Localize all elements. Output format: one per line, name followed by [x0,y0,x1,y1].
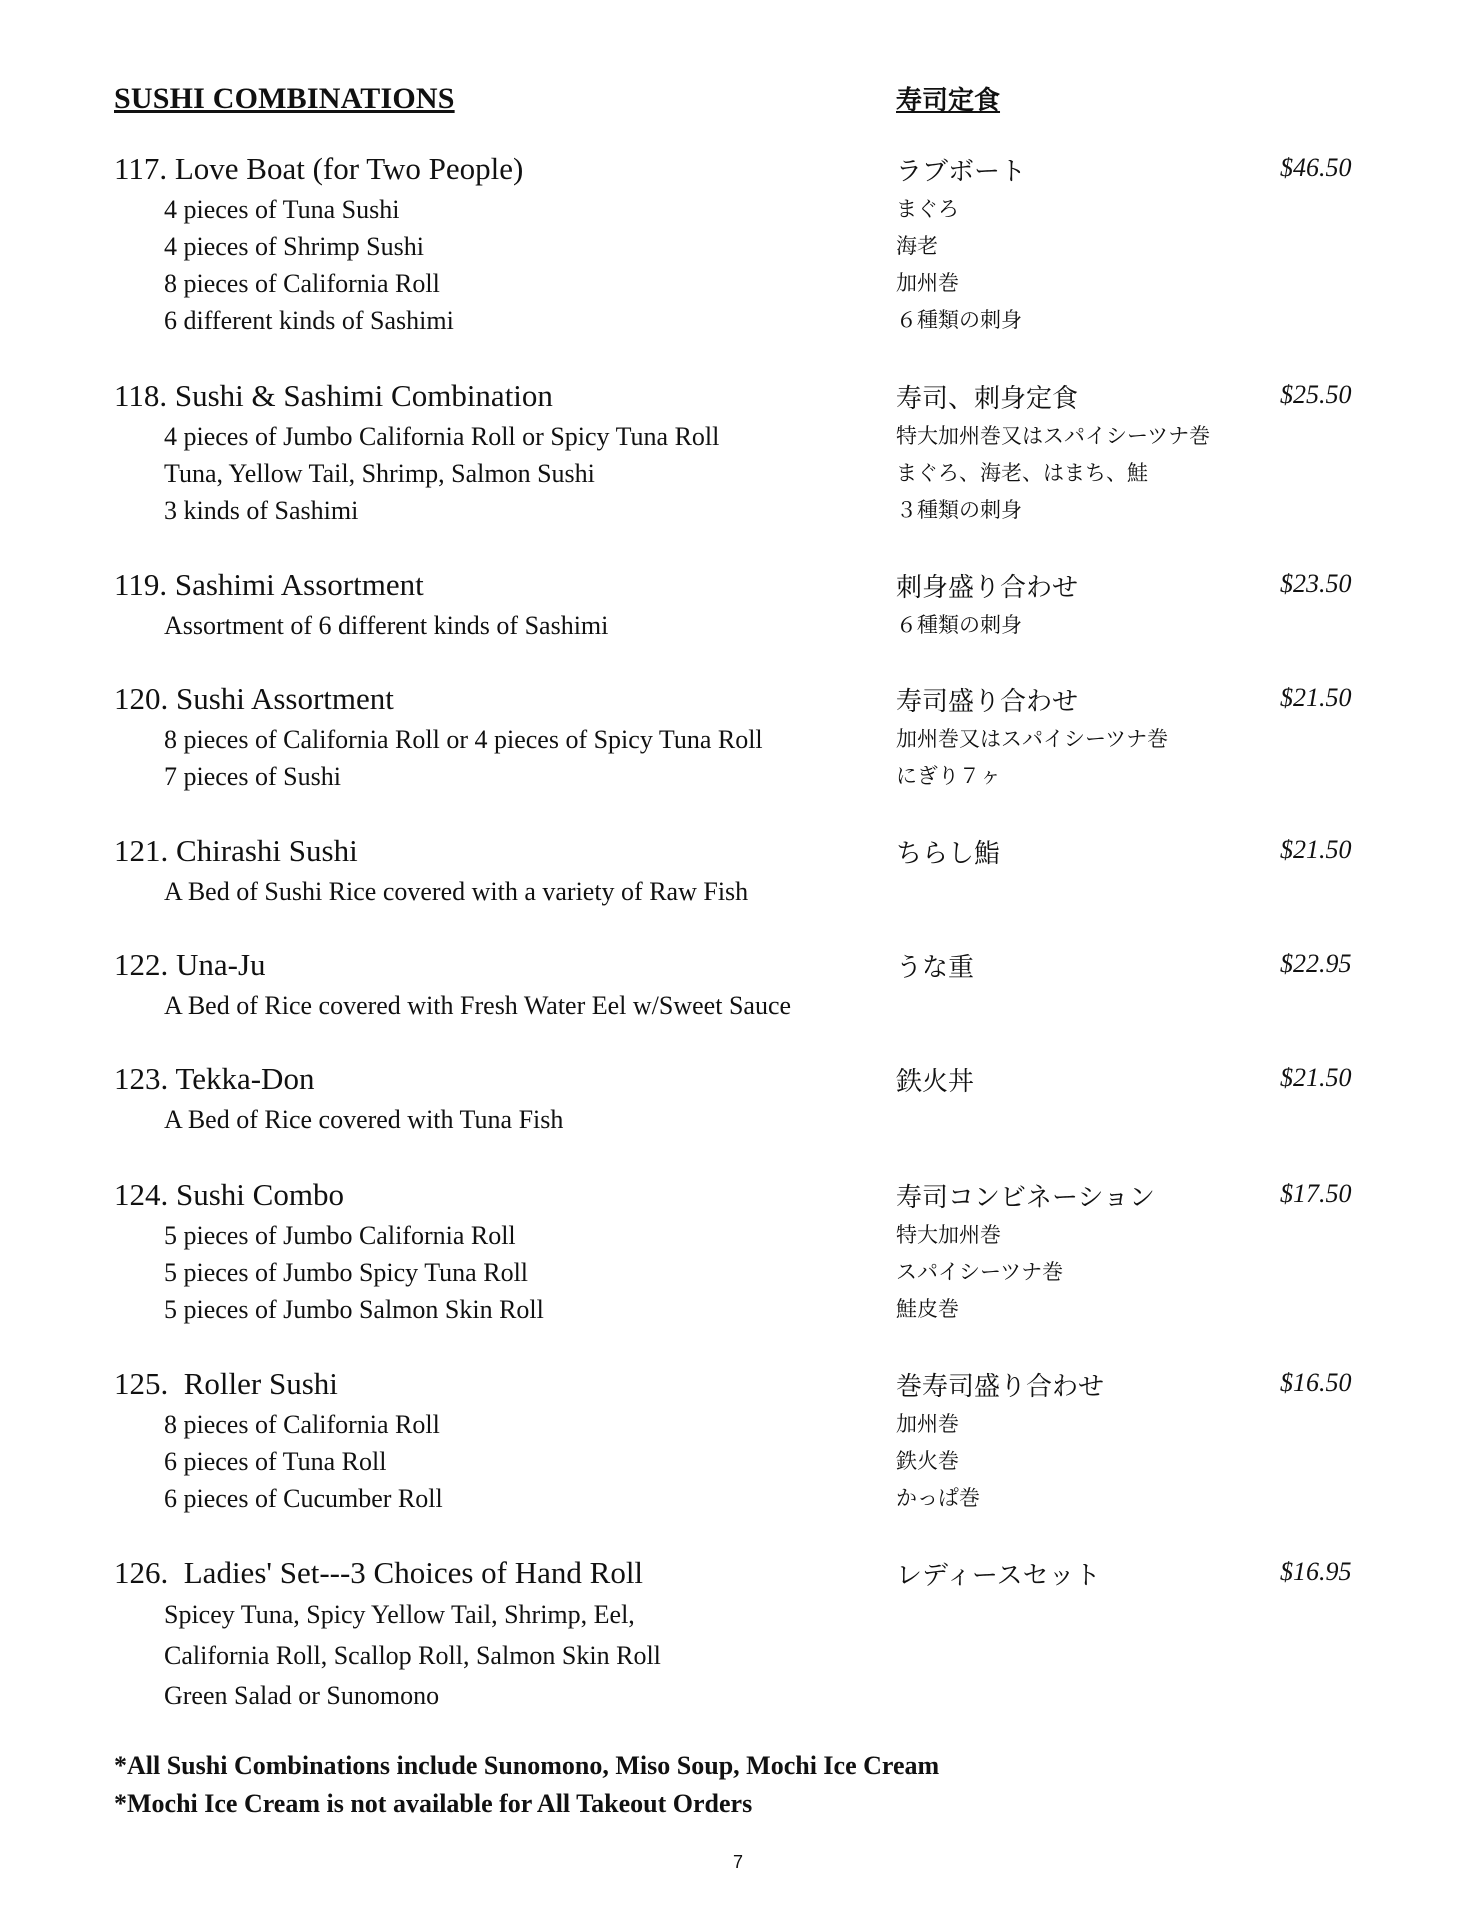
menu-item-japanese-detail: 特大加州巻又はスパイシーツナ巻 [896,424,1211,448]
menu-item-detail: Assortment of 6 different kinds of Sashimi [164,611,609,640]
menu-item-detail: 7 pieces of Sushi [164,762,341,791]
menu-item-japanese-detail: まぐろ、海老、はまち、鮭 [896,461,1148,485]
menu-item-title: 126. Ladies' Set---3 Choices of Hand Roll [114,1555,644,1590]
menu-item-title: 125. Roller Sushi [114,1366,338,1401]
menu-item-title: 120. Sushi Assortment [114,681,394,716]
menu-item-japanese-name: 刺身盛り合わせ [896,573,1079,603]
menu-item-japanese-detail: ３種類の刺身 [896,498,1022,522]
menu-item-detail: 4 pieces of Tuna Sushi [164,195,400,224]
menu-item-detail: 5 pieces of Jumbo Spicy Tuna Roll [164,1258,529,1287]
menu-item-japanese-detail: まぐろ [896,197,959,221]
menu-item-title: 123. Tekka-Don [114,1061,315,1096]
menu-item-price: $21.50 [1280,835,1352,864]
menu-item-details [164,1406,443,1517]
menu-item-japanese-details [896,721,1168,795]
menu-item-details [164,1217,544,1328]
menu-item-title: 124. Sushi Combo [114,1177,344,1212]
page-number: 7 [733,1852,744,1872]
menu-item-price: $21.50 [1280,1063,1352,1092]
footnote-included: *All Sushi Combinations include Sunomono, Miso Soup, Mochi Ice Cream [114,1751,940,1780]
menu-item-price: $46.50 [1280,153,1352,182]
menu-item-japanese-detail: 加州巻 [896,1412,959,1436]
menu-item-price: $16.50 [1280,1368,1352,1397]
menu-item-detail: 8 pieces of California Roll [164,269,440,298]
menu-item-price: $16.95 [1280,1557,1352,1586]
menu-item-title: 118. Sushi & Sashimi Combination [114,378,553,413]
menu-item-detail: A Bed of Rice covered with Fresh Water Eel w/Sweet Sauce [164,991,792,1020]
menu-item-title: 119. Sashimi Assortment [114,567,424,602]
menu-item-detail: 5 pieces of Jumbo Salmon Skin Roll [164,1295,544,1324]
menu-item-details [164,191,454,339]
menu-item-japanese-detail: ６種類の刺身 [896,613,1022,637]
menu-item-japanese-details [896,1406,980,1517]
section-title: SUSHI COMBINATIONS [114,82,455,115]
menu-item-details [164,418,719,529]
menu-item-detail: 6 pieces of Tuna Roll [164,1447,387,1476]
menu-item-japanese-details [896,1217,1063,1328]
menu-item-japanese-name: 寿司コンビネーション [896,1183,1155,1213]
menu-item-price: $23.50 [1280,569,1352,598]
menu-item-details [164,873,748,910]
menu-item-details [164,721,763,795]
menu-item-detail: 6 different kinds of Sashimi [164,306,454,335]
menu-item-japanese-name: 鉄火丼 [896,1067,975,1097]
menu-item-japanese-details [896,607,1022,644]
menu-item-detail: 8 pieces of California Roll or 4 pieces of Spicy Tuna Roll [164,725,763,754]
menu-item-title: 117. Love Boat (for Two People) [114,151,524,186]
menu-item-japanese-name: レディースセット [896,1561,1101,1591]
menu-item-detail: Green Salad or Sunomono [164,1681,440,1710]
menu-item-detail: A Bed of Sushi Rice covered with a variety of Raw Fish [164,877,749,906]
menu-item-detail: California Roll, Scallop Roll, Salmon Skin Roll [164,1640,661,1670]
menu-item-price: $21.50 [1280,683,1352,712]
menu-item-detail: 8 pieces of California Roll [164,1410,440,1439]
menu-item-japanese-name: 寿司、刺身定食 [896,384,1079,414]
menu-item-price: $22.95 [1280,949,1352,978]
menu-item-price: $17.50 [1280,1179,1352,1208]
menu-item-title: 121. Chirashi Sushi [114,833,358,868]
menu-item-details [164,1101,563,1138]
menu-item-japanese-details [896,191,1022,339]
menu-item-japanese-name: ちらし鮨 [896,839,1001,869]
menu-item-japanese-name: うな重 [896,953,975,983]
menu-item-detail: Spicey Tuna, Spicy Yellow Tail, Shrimp, Eel, [164,1600,635,1629]
menu-item-detail: 3 kinds of Sashimi [164,496,359,525]
menu-item-detail: Tuna, Yellow Tail, Shrimp, Salmon Sushi [164,459,595,488]
menu-item-japanese-name: 巻寿司盛り合わせ [896,1372,1105,1402]
menu-item-japanese-detail: スパイシーツナ巻 [896,1260,1064,1284]
menu-item-japanese-detail: 鉄火巻 [896,1449,959,1473]
menu-item-japanese-detail: ６種類の刺身 [896,308,1022,332]
footnotes [114,1747,939,1823]
menu-item-details [164,607,608,644]
menu-item-detail: A Bed of Rice covered with Tuna Fish [164,1105,564,1134]
menu-item-title: 122. Una-Ju [114,947,266,982]
menu-item-japanese-detail: 特大加州巻 [896,1223,1001,1247]
menu-item-japanese-name: 寿司盛り合わせ [896,687,1079,717]
menu-item-japanese-detail: 海老 [896,234,938,258]
menu-item-details [164,987,791,1024]
menu-item-japanese-detail: 加州巻 [896,271,959,295]
menu-item-japanese-detail: 加州巻又はスパイシーツナ巻 [896,727,1169,751]
footnote-takeout: *Mochi Ice Cream is not available for All Takeout Orders [114,1789,753,1818]
menu-item-details [164,1595,661,1717]
menu-item-japanese-name: ラブボート [896,157,1027,187]
menu-item-detail: 4 pieces of Shrimp Sushi [164,232,424,261]
menu-item-detail: 6 pieces of Cucumber Roll [164,1484,443,1513]
menu-item-detail: 4 pieces of Jumbo California Roll or Spicy Tuna Roll [164,422,720,451]
menu-item-price: $25.50 [1280,380,1352,409]
menu-item-detail: 5 pieces of Jumbo California Roll [164,1221,516,1250]
menu-item-japanese-detail: かっぱ巻 [896,1486,980,1510]
menu-item-japanese-detail: 鮭皮巻 [896,1297,959,1321]
menu-item-japanese-details [896,418,1210,529]
section-title-japanese: 寿司定食 [896,86,1001,116]
menu-item-japanese-detail: にぎり７ヶ [896,764,1001,788]
